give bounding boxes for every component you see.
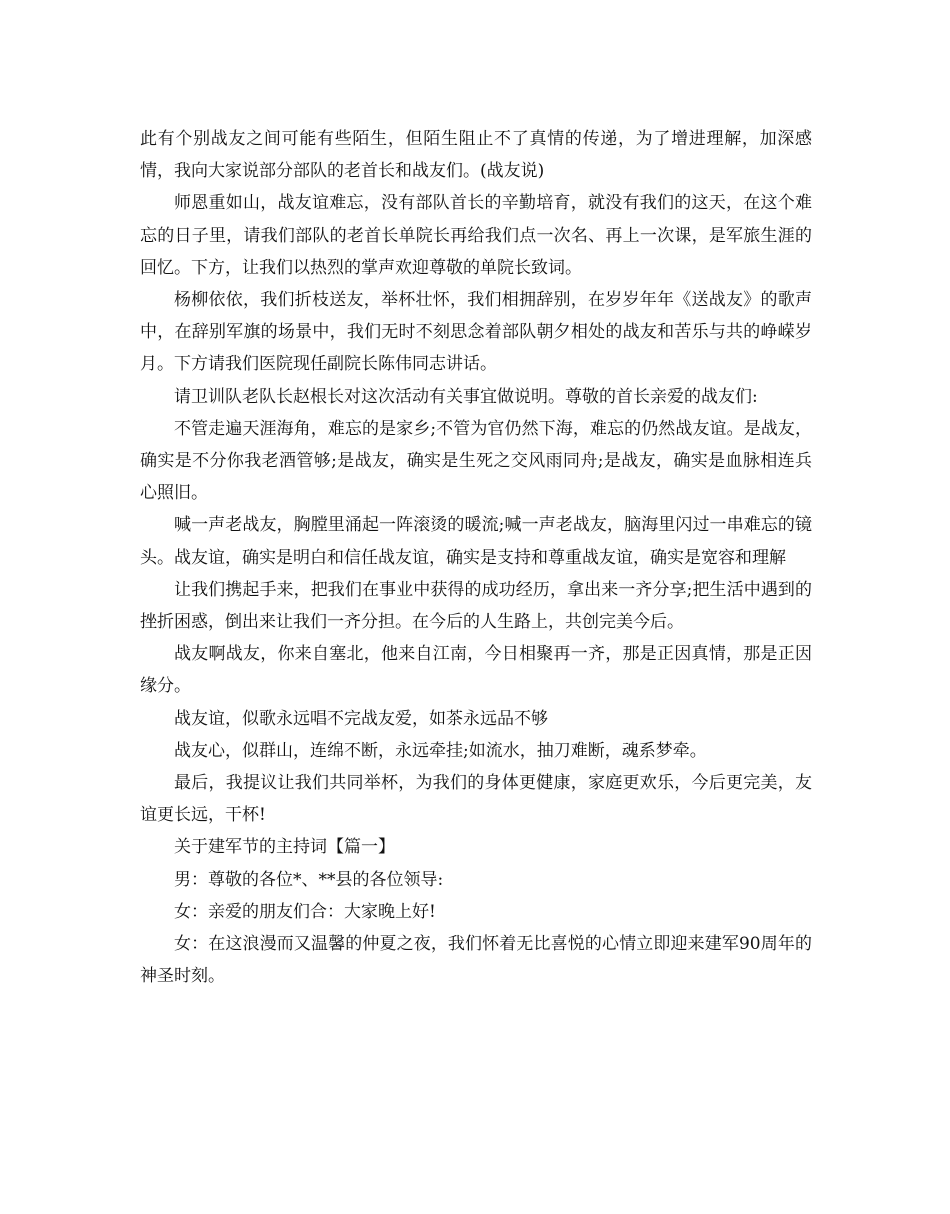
section-heading: 关于建军节的主持词【篇一】 [174,837,395,858]
paragraph-2: 师恩重如山，战友谊难忘，没有部队首长的辛勤培育，就没有我们的这天，在这个难忘的日子里，请我们部队的老首长单院长再给我们点一次名、再上一次课，是军旅生涯的回忆。下方，让我们以热烈的掌声欢迎尊敬的单院长致词。 [140,193,812,278]
paragraph-1: 此有个别战友之间可能有些陌生，但陌生阻止不了真情的传递，为了增进理解，加深感情，我向大家说部分部队的老首长和战友们。(战友说) [140,129,812,182]
paragraph-6: 喊一声老战友，胸膛里涌起一阵滚烫的暖流;喊一声老战友，脑海里闪过一串难忘的镜头。战友谊，确实是明白和信任战友谊，确实是支持和尊重战友谊，确实是宽容和理解 [140,515,812,568]
paragraph-7: 让我们携起手来，把我们在事业中获得的成功经历，拿出来一齐分享;把生活中遇到的挫折困惑，倒出来让我们一齐分担。在今后的人生路上，共创完美今后。 [140,579,812,633]
paragraph-14: 女：亲爱的朋友们合：大家晚上好! [174,901,436,922]
paragraph-11: 最后，我提议让我们共同举杯，为我们的身体更健康，家庭更欢乐，今后更完美，友谊更长远，干杯! [140,773,812,826]
paragraph-9: 战友谊，似歌永远唱不完战友爱，如茶永远品不够 [174,708,548,729]
paragraph-15: 女：在这浪漫而又温馨的仲夏之夜，我们怀着无比喜悦的心情立即迎来建军90周年的神圣时刻。 [140,934,812,987]
paragraph-8: 战友啊战友，你来自塞北，他来自江南，今日相聚再一齐，那是正因真情，那是正因缘分。 [140,644,812,697]
document-page [140,123,812,992]
paragraph-4: 请卫训队老队长赵根长对这次活动有关事宜做说明。尊敬的首长亲爱的战友们: [174,386,758,407]
paragraph-3: 杨柳依依，我们折枝送友，举杯壮怀，我们相拥辞别，在岁岁年年《送战友》的歌声中，在辞别军旗的场景中，我们无时不刻思念着部队朝夕相处的战友和苦乐与共的峥嵘岁月。下方请我们医院现任副院长陈伟同志讲话。 [140,290,812,375]
paragraph-5: 不管走遍天涯海角，难忘的是家乡;不管为官仍然下海，难忘的仍然战友谊。是战友，确实是不分你我老酒管够;是战友，确实是生死之交风雨同舟;是战友，确实是血脉相连兵心照旧。 [140,418,812,504]
paragraph-10: 战友心，似群山，连绵不断，永远牵挂;如流水，抽刀难断，魂系梦牵。 [174,740,707,761]
paragraph-13: 男：尊敬的各位*、**县的各位领导: [174,869,444,890]
